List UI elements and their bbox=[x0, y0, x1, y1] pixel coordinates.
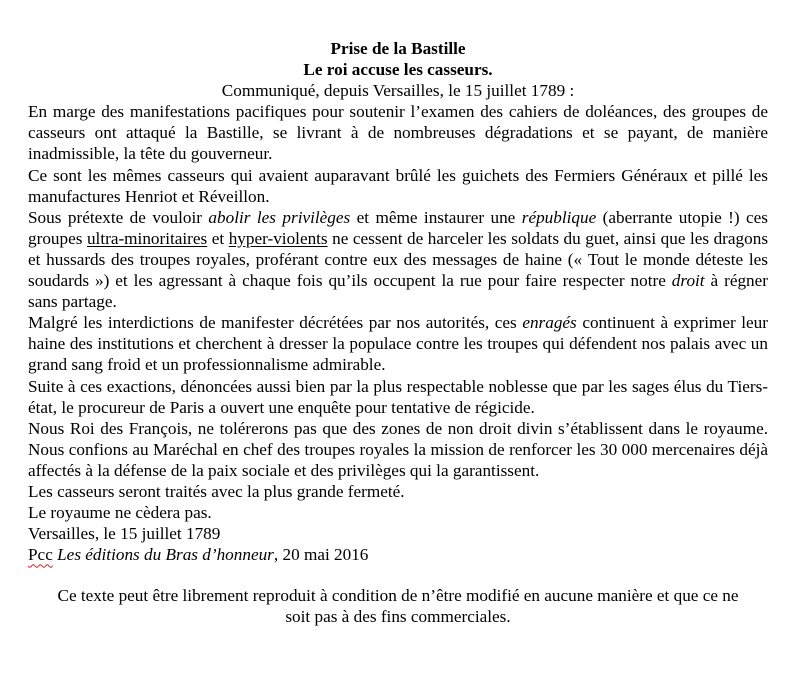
text-span: (aberrante utopie !) ces groupes bbox=[28, 207, 768, 248]
paragraph-5: Suite à ces exactions, dénoncées aussi bien par la plus respectable noblesse que par les sages élus du Tiers-état, le procureur de Paris a ouvert une enquête pour tentative de régicide. bbox=[28, 376, 768, 417]
italic-phrase: abolir les privilèges bbox=[208, 207, 351, 227]
paragraph-6: Nous Roi des François, ne tolérerons pas que des zones de non droit divin s’établissent dans le royaume. Nous confions au Maréchal en chef des troupes royales la mission de renforcer les 30 000 mercenaires déjà affectés à la défense de la paix sociale et des privilèges qui la garantissent. bbox=[28, 418, 768, 480]
underlined-word: hyper-violents bbox=[228, 228, 328, 248]
italic-word: droit bbox=[671, 271, 705, 291]
text-span: continuent à exprimer leur haine des institutions et cherchent à dresser la populace contre les troupes qui défendent nos palais avec un grand sang froid et un professionnalisme admirable. bbox=[28, 313, 768, 375]
text-span: Sous prétexte de vouloir bbox=[28, 207, 209, 227]
footer-notice: Ce texte peut être librement reproduit à condition de n’être modifié en aucune manière et que ce ne soit pas à des fins commerciales. bbox=[57, 586, 739, 627]
spacer bbox=[28, 565, 768, 585]
pcc-abbr: Pcc bbox=[28, 545, 53, 565]
publisher-name: Les éditions du Bras d’honneur bbox=[57, 545, 274, 565]
page-title: Prise de la Bastille bbox=[330, 39, 466, 58]
pcc-date: , 20 mai 2016 bbox=[273, 545, 369, 565]
text-span: et bbox=[207, 228, 229, 248]
text-span: à régner sans partage. bbox=[28, 271, 768, 312]
italic-word: enragés bbox=[522, 313, 577, 333]
paragraph-3 bbox=[28, 207, 768, 312]
text-span: Malgré les interdictions de manifester décrétées par nos autorités, ces bbox=[28, 313, 523, 333]
paragraph-7: Les casseurs seront traités avec la plus grande fermeté. bbox=[28, 481, 405, 501]
pcc-line bbox=[28, 544, 768, 565]
underlined-word: ultra-minoritaires bbox=[86, 228, 208, 248]
document-body bbox=[28, 38, 768, 628]
text-span: ne cessent de harceler les soldats du guet, ainsi que les dragons et hussards des troupes royales, proférant contre eux des messages de haine (« Tout le monde déteste les soudards ») et les agressant à chaque fois qu’ils occupent la rue pour faire respecter notre bbox=[28, 228, 769, 291]
signature-line: Versailles, le 15 juillet 1789 bbox=[28, 524, 221, 544]
paragraph-8: Le royaume ne cèdera pas. bbox=[28, 503, 212, 523]
paragraph-2: Ce sont les mêmes casseurs qui avaient auparavant brûlé les guichets des Fermiers Généraux et pillé les manufactures Henriot et Réveillon. bbox=[28, 165, 768, 206]
paragraph-1: En marge des manifestations pacifiques pour soutenir l’examen des cahiers de doléances, des groupes de casseurs ont attaqué la Bastille, se livrant à de nombreuses dégradations et se payant, de manière inadmissible, la tête du gouverneur. bbox=[28, 102, 768, 164]
text-span: et même instaurer une bbox=[350, 207, 522, 227]
communique-header: Communiqué, depuis Versailles, le 15 juillet 1789 : bbox=[221, 81, 575, 101]
page-subtitle: Le roi accuse les casseurs. bbox=[303, 60, 493, 80]
italic-word: république bbox=[521, 207, 597, 227]
paragraph-4 bbox=[28, 312, 768, 375]
